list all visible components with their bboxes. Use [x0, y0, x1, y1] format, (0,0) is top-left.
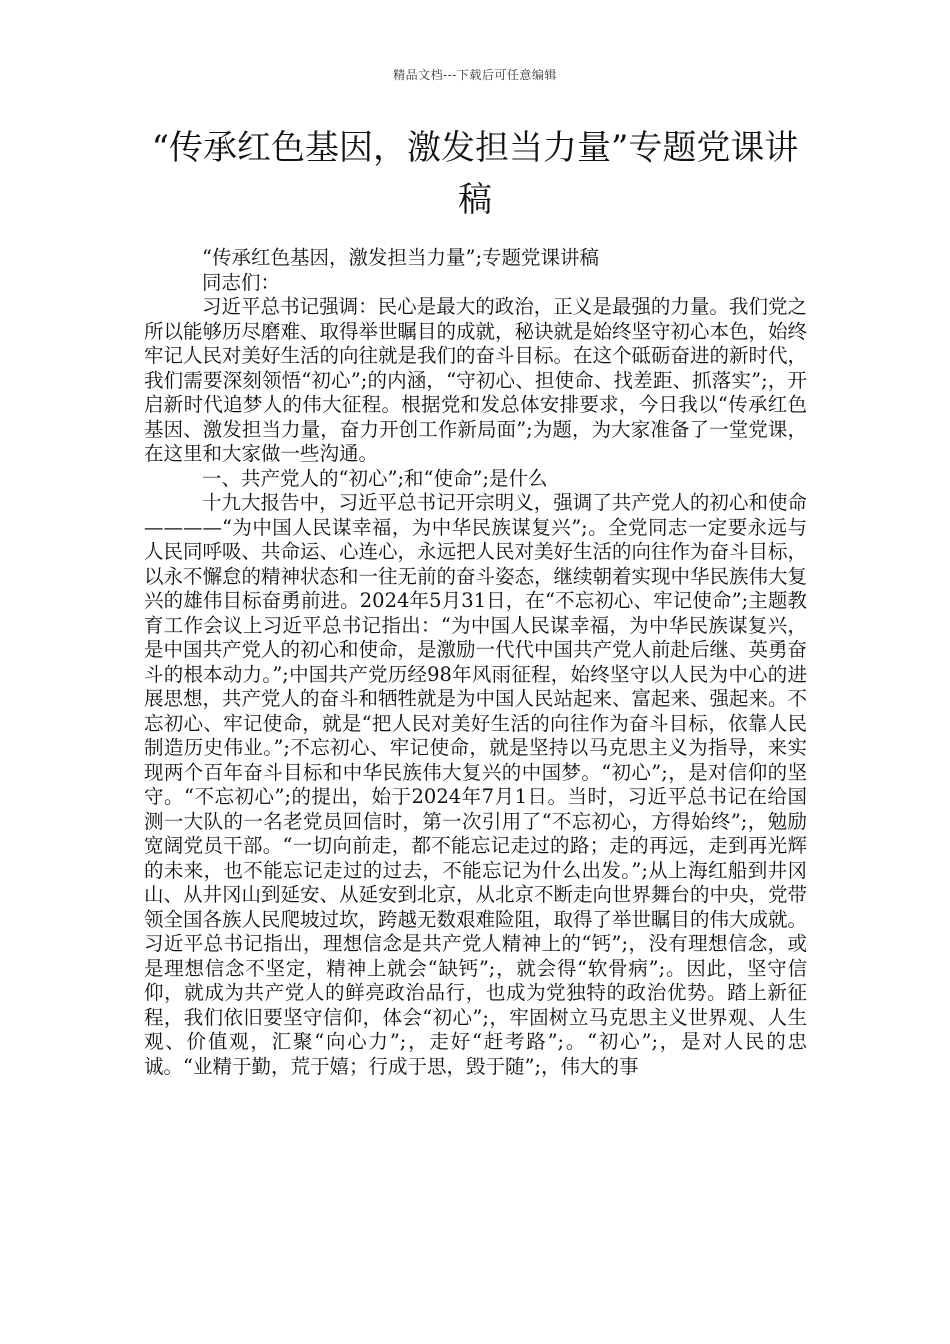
- subtitle-line: “传承红色基因，激发担当力量”;专题党课讲稿: [202, 246, 600, 269]
- body-paragraph: 十九大报告中，习近平总书记开宗明义，强调了共产党人的初心和使命————“为中国人民谋幸福，为中华民族谋复兴”;。全党同志一定要永远与人民同呼吸、共命运、心连心，永远把人民对美好生活的向往作为奋斗目标，以永不懈怠的精神状态和一往无前的奋斗姿态，继续朝着实现中华民族伟大复兴的雄伟目标奋勇前进。2024年5月31日，在“不忘初心、牢记使命”;主题教育工作会议上习近平总书记指出：“为中国人民谋幸福，为中华民族谋复兴，是中国共产党人的初心和使命，是激励一代代中国共产党人前赴后继、英勇奋斗的根本动力。”;中国共产党历经98年风雨征程，始终坚守以人民为中心的进展思想，共产党人的奋斗和牺牲就是为中国人民站起来、富起来、强起来。不忘初心、牢记使命，就是“把人民对美好生活的向往作为奋斗目标，依靠人民制造历史伟业。”;不忘初心、牢记使命，就是坚持以马克思主义为指导，来实现两个百年奋斗目标和中华民族伟大复兴的中国梦。“初心”;，是对信仰的坚守。“不忘初心”;的提出，始于2024年7月1日。当时，习近平总书记在给国测一大队的一名老党员回信时，第一次引用了“不忘初心，方得始终”;，勉励宽阔党员干部。“一切向前走，都不能忘记走过的路；走的再远，走到再光辉的未来，也不能忘记走过的过去，不能忘记为什么出发。”;从上海红船到井冈山、从井冈山到延安、从延安到北京，从北京不断走向世界舞台的中央，党带领全国各族人民爬坡过坎，跨越无数艰难险阻，取得了举世瞩目的伟大成就。习近平总书记指出，理想信念是共产党人精神上的“钙”;，没有理想信念，或是理想信念不坚定，精神上就会“缺钙”;，就会得“软骨病”;。因此，坚守信仰，就成为共产党人的鲜亮政治品行，也成为党独特的政治优势。踏上新征程，我们依旧要坚守信仰，体会“初心”;，牢固树立马克思主义世界观、人生观、价值观，汇聚“向心力”;，走好“赶考路”;。“初心”;，是对人民的忠诚。“业精于勤，荒于嬉；行成于思，毁于随”;，伟大的事: [144, 491, 808, 1078]
- salutation: 同志们：: [202, 270, 281, 294]
- intro-paragraph: 习近平总书记强调：民心是最大的政治，正义是最强的力量。我们党之所以能够历尽磨难、取得举世瞩目的成就，秘诀就是始终坚守初心本色，始终牢记人民对美好生活的向往就是我们的奋斗目标。在这个砥砺奋进的新时代，我们需要深刻领悟“初心”;的内涵，“守初心、担使命、找差距、抓落实”;，开启新时代追梦人的伟大征程。根据党和发总体安排要求，今日我以“传承红色基因、激发担当力量，奋力开创工作新局面”;为题，为大家准备了一堂党课，在这里和大家做一些沟通。: [144, 295, 808, 465]
- document-body: [144, 246, 807, 1079]
- document-title: “传承红色基因，激发担当力量”专题党课讲稿: [151, 128, 799, 220]
- header-note: 精品文档---下载后可任意编辑: [393, 68, 557, 82]
- section-heading: 一、共产党人的“初心”;和“使命”;是什么: [202, 466, 548, 490]
